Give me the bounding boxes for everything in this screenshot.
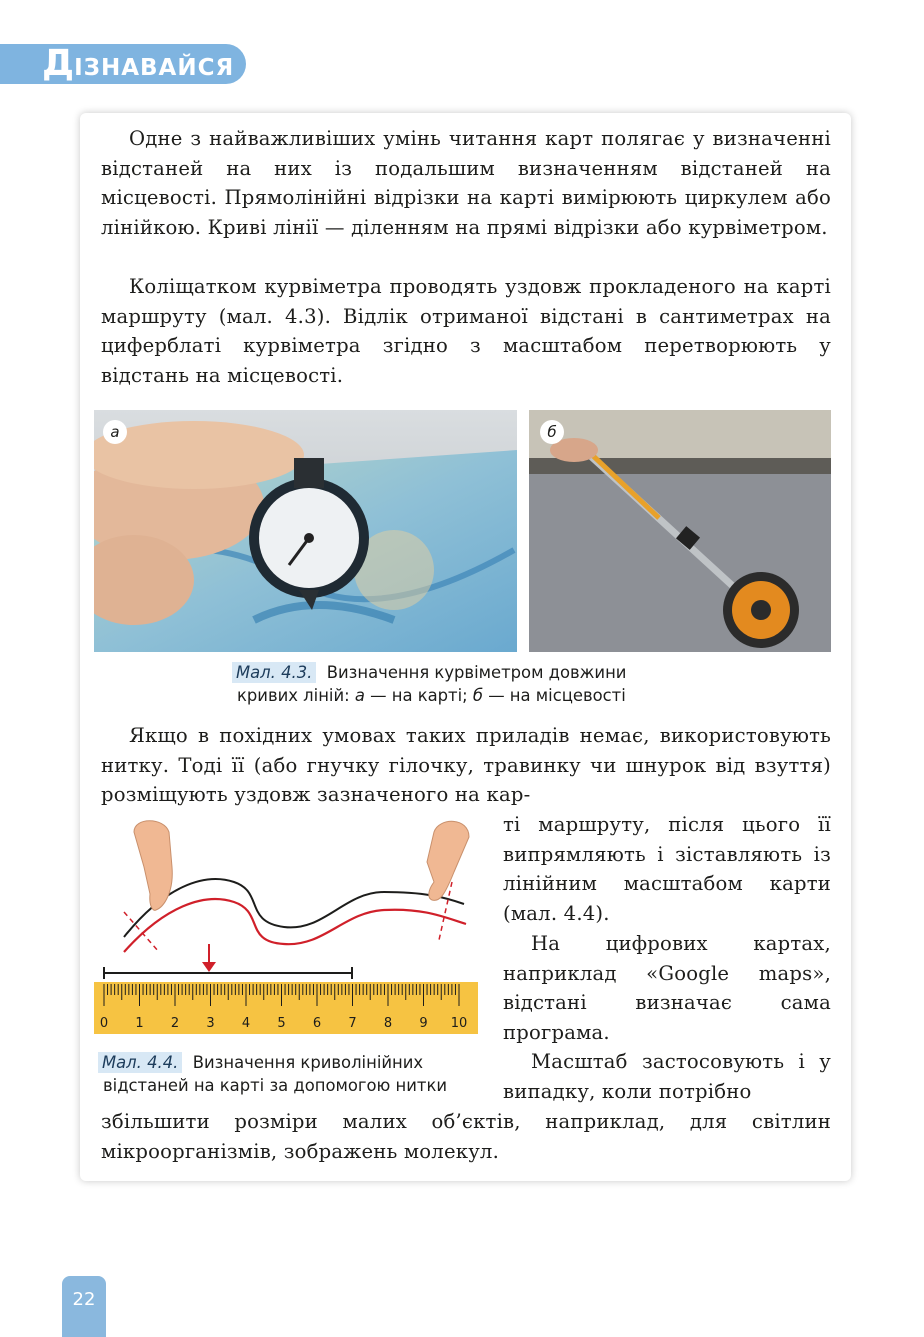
figure-4-4-label: Мал. 4.4.	[98, 1052, 182, 1073]
ruler-label: 7	[348, 1016, 357, 1031]
section-title-rest: ІЗНАВАЙСЯ	[74, 55, 235, 81]
figure-4-4-line2: відстаней на карті за допомогою нитки	[103, 1076, 448, 1095]
photo-curvimeter-map	[94, 410, 517, 652]
badge-a: а	[103, 420, 127, 444]
page-number: 22	[62, 1276, 106, 1337]
paragraph-7: збільшити розміри малих об’єктів, наприклад, для світлин мікроорганізмів, зображень молекул.	[101, 1110, 831, 1163]
paragraph-4: ті маршруту, після цього її випрямляють і зіставляють із лінійним масштабом карти (мал. 4.4).	[503, 813, 831, 925]
paragraph-3: Якщо в похідних умовах таких приладів немає, використовують нитку. Тоді її (або гнучку гілочку, травинку чи шнурок від взуття) розміщують уздовж зазначеного на кар-	[101, 724, 831, 807]
ruler-label: 10	[450, 1016, 468, 1031]
figure-4-4-caption	[98, 1051, 447, 1097]
figure-4-3-line1: Визначення курвіметром довжини	[326, 663, 627, 682]
figure-4-4-illustration	[94, 812, 486, 1042]
paragraph-5: На цифрових картах, наприклад «Google maps», відстані визначає сама програма.	[503, 932, 831, 1044]
ruler-label: 4	[241, 1016, 251, 1031]
ruler-label: 0	[99, 1016, 109, 1031]
figure-4-3-line2-a: а	[354, 686, 365, 705]
figure-4-3-line2-post: — на місцевості	[483, 686, 626, 705]
ruler-label: 1	[135, 1016, 144, 1031]
paragraph-6: Масштаб застосовують і у випадку, коли потрібно	[503, 1050, 831, 1103]
badge-b: б	[540, 420, 564, 444]
ruler-label: 9	[419, 1016, 428, 1031]
ruler-label: 2	[170, 1016, 180, 1031]
paragraph-2: Коліщатком курвіметра проводять уздовж прокладеного на карті маршруту (мал. 4.3). Відлік отриманої відстані в сантиметрах на циферблаті курвіметра згідно з масштабом перетворюють у відстань на місцевості.	[101, 275, 831, 387]
figure-4-3-line2-pre: кривих ліній:	[237, 686, 355, 705]
section-title	[42, 44, 234, 84]
figure-4-3-line2-b: б	[472, 686, 483, 705]
ruler-label: 8	[383, 1016, 393, 1031]
paragraph-1: Одне з найважливіших умінь читання карт полягає у визначенні відстаней на них із подальшим визначенням відстаней на місцевості. Прямолінійні відрізки на карті вимірюють циркулем або лінійкою. Криві лінії — діленням на прямі відрізки або курвіметром.	[101, 127, 831, 239]
ruler-label: 3	[206, 1016, 215, 1031]
photo-measuring-wheel	[529, 410, 831, 652]
figure-4-3-line2-mid: — на карті;	[364, 686, 473, 705]
ruler-label: 5	[277, 1016, 286, 1031]
figure-4-3-caption	[232, 661, 626, 707]
figure-4-3-label: Мал. 4.3.	[232, 662, 316, 683]
figure-4-4-line1: Визначення криволінійних	[192, 1053, 424, 1072]
section-title-initial: Д	[42, 43, 75, 84]
ruler-label: 6	[312, 1016, 322, 1031]
